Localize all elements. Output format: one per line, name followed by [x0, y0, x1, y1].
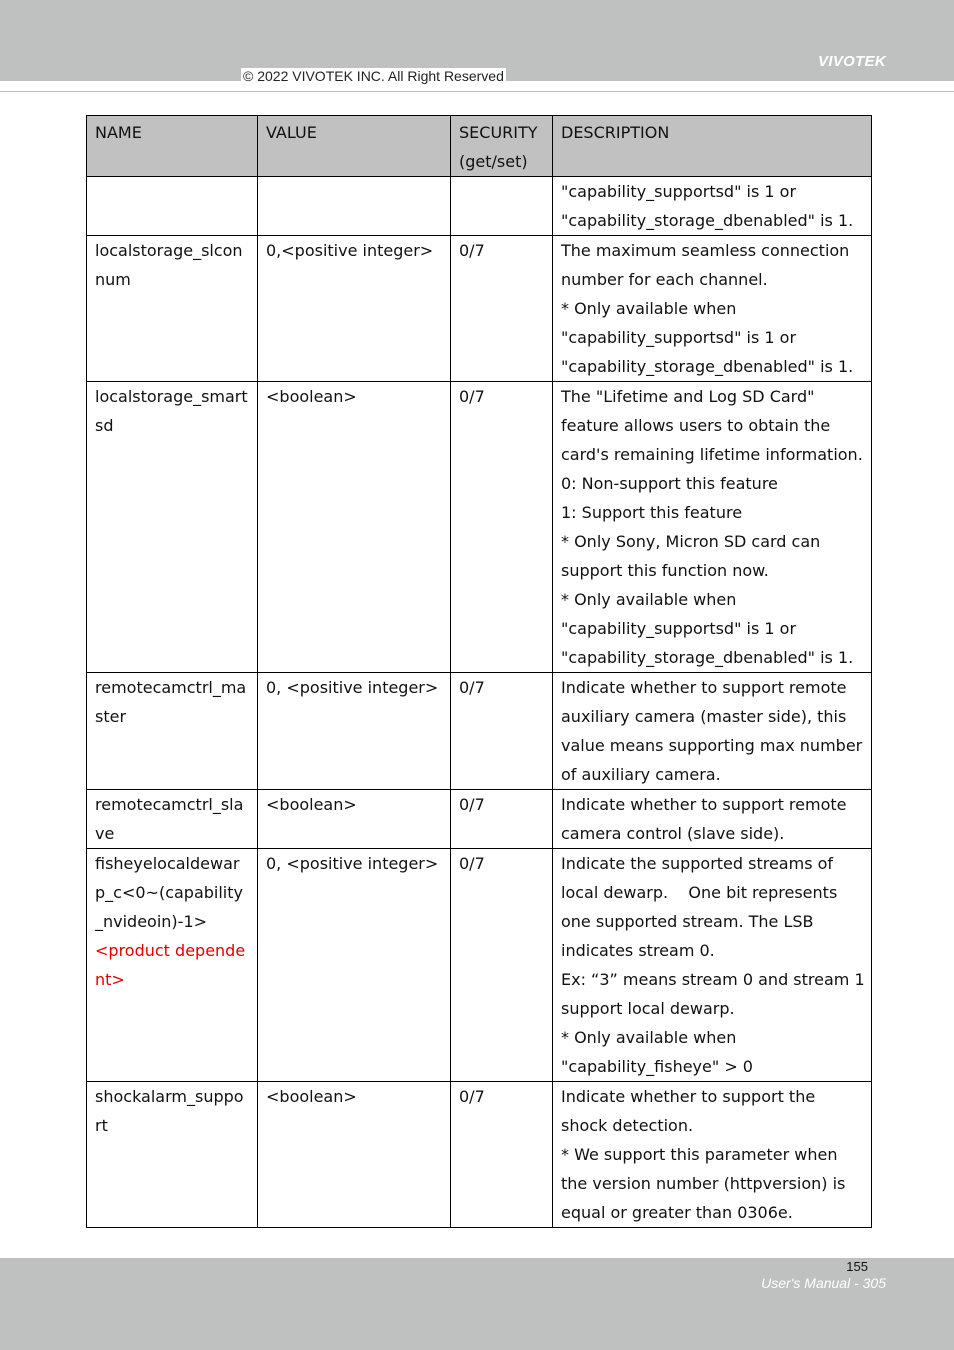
cell-security: 0/7: [451, 673, 553, 790]
cell-value: <boolean>: [258, 382, 451, 673]
table-row: [87, 790, 872, 849]
cell-description: [553, 382, 872, 673]
name-text: fisheyelocaldewarp_c<0~(capability_nvideoin)-1>: [95, 854, 243, 931]
copyright-text: © 2022 VIVOTEK INC. All Right Reserved: [243, 68, 504, 84]
cell-security: 0/7: [451, 236, 553, 382]
manual-reference: User's Manual - 305: [761, 1275, 886, 1291]
cell-description: [553, 1082, 872, 1228]
description-line: * Only available when "capability_fisheye" > 0: [561, 1028, 753, 1076]
cell-value: [258, 177, 451, 236]
table-row: [87, 849, 872, 1082]
description-line: * Only available when "capability_supportsd" is 1 or "capability_storage_dbenabled" is 1.: [561, 299, 854, 376]
description-line: * Only Sony, Micron SD card can support this function now.: [561, 532, 826, 580]
header-divider: [0, 91, 954, 92]
cell-name: shockalarm_support: [87, 1082, 258, 1228]
description-line: * Only available when "capability_supportsd" is 1 or "capability_storage_dbenabled" is 1.: [561, 590, 854, 667]
description-line: 1: Support this feature: [561, 503, 743, 522]
parameter-table: [86, 115, 872, 1228]
cell-value: <boolean>: [258, 790, 451, 849]
column-header-description: DESCRIPTION: [553, 116, 872, 177]
cell-security: 0/7: [451, 1082, 553, 1228]
cell-security: 0/7: [451, 382, 553, 673]
cell-name: [87, 177, 258, 236]
description-line: The "Lifetime and Log SD Card" feature allows users to obtain the card's remaining lifetime information.: [561, 387, 863, 464]
cell-name: [87, 849, 258, 1082]
cell-name: localstorage_slconnum: [87, 236, 258, 382]
description-line: Indicate whether to support the shock detection.: [561, 1087, 821, 1135]
description-line: Indicate whether to support remote auxiliary camera (master side), this value means supporting max number of auxiliary camera.: [561, 678, 868, 784]
cell-name: localstorage_smartsd: [87, 382, 258, 673]
table-row: [87, 1082, 872, 1228]
column-header-security: [451, 116, 553, 177]
description-line: * We support this parameter when the version number (httpversion) is equal or greater than 0306e.: [561, 1145, 851, 1222]
description-line: Ex: “3” means stream 0 and stream 1 support local dewarp.: [561, 970, 870, 1018]
description-line: Indicate the supported streams of local dewarp. One bit represents one supported stream. The LSB indicates stream 0.: [561, 854, 843, 960]
table-row: [87, 177, 872, 236]
cell-value: 0, <positive integer>: [258, 849, 451, 1082]
column-header-value: VALUE: [258, 116, 451, 177]
cell-description: [553, 236, 872, 382]
cell-value: 0, <positive integer>: [258, 673, 451, 790]
cell-value: <boolean>: [258, 1082, 451, 1228]
page-number: 155: [846, 1259, 868, 1274]
footer-band: [0, 1258, 954, 1350]
description-line: 0: Non-support this feature: [561, 474, 778, 493]
cell-description: [553, 673, 872, 790]
cell-name: remotecamctrl_slave: [87, 790, 258, 849]
table-row: [87, 673, 872, 790]
description-line: "capability_supportsd" is 1 or "capability_storage_dbenabled" is 1.: [561, 182, 854, 230]
description-line: The maximum seamless connection number for each channel.: [561, 241, 855, 289]
cell-description: [553, 177, 872, 236]
security-header-line1: SECURITY: [459, 123, 538, 142]
table-row: [87, 236, 872, 382]
brand-logo: VIVOTEK: [818, 53, 886, 70]
product-dependent-note: <product dependent>: [95, 941, 246, 989]
cell-description: [553, 790, 872, 849]
table-header-row: [87, 116, 872, 177]
cell-security: 0/7: [451, 849, 553, 1082]
security-header-line2: (get/set): [459, 152, 528, 171]
table-row: [87, 382, 872, 673]
cell-description: [553, 849, 872, 1082]
cell-security: 0/7: [451, 790, 553, 849]
cell-name: remotecamctrl_master: [87, 673, 258, 790]
description-line: Indicate whether to support remote camera control (slave side).: [561, 795, 852, 843]
column-header-name: NAME: [87, 116, 258, 177]
cell-security: [451, 177, 553, 236]
cell-value: 0,<positive integer>: [258, 236, 451, 382]
